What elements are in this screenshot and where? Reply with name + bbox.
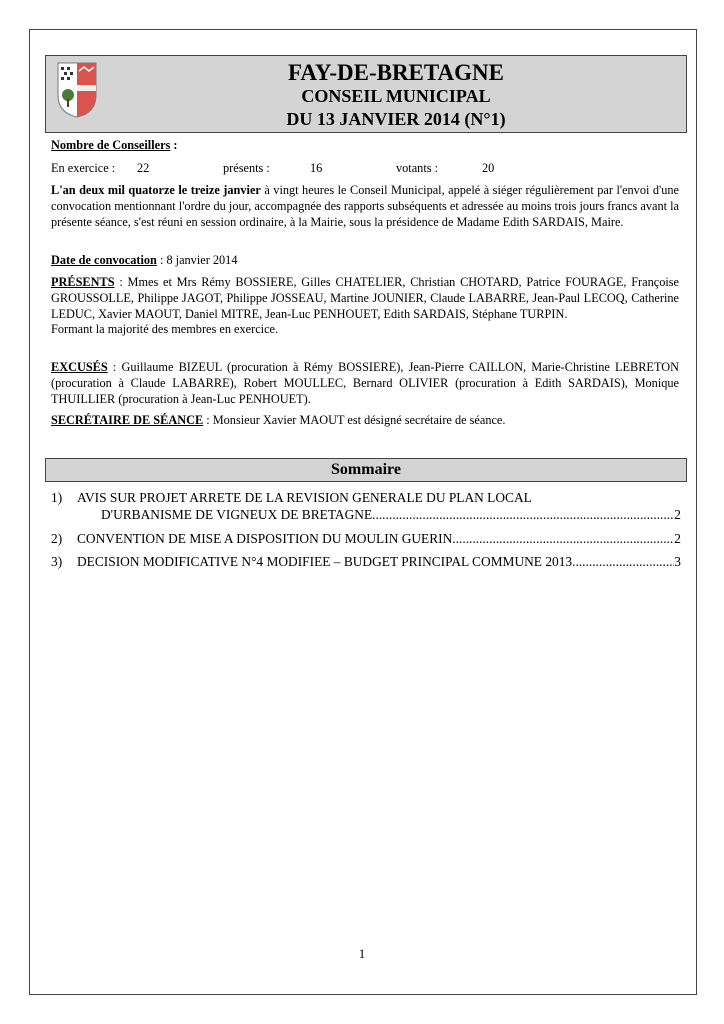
- convocation-line: Date de convocation : 8 janvier 2014: [51, 253, 238, 267]
- presents-paragraph: PRÉSENTS : Mmes et Mrs Rémy BOSSIERE, Gilles CHATELIER, Christian CHOTARD, Patrice FOURAGE, Françoise GROUSSOLLE, Philippe JAGOT, Philippe JOSSEAU, Martine JOUNIER, Claude LABARRE, Jean-Paul LECOQ, Catherine LEDUC, Xavier MAOUT, Daniel MITRE, Jean-Luc PENHOUET, Edith SARDAIS, Stéphane TURPIN. Formant la majorité des membres en exercice.: [51, 275, 679, 337]
- exercice-value: 22: [137, 161, 150, 175]
- coat-of-arms-icon: [56, 61, 98, 119]
- toc-page-3: 3: [674, 554, 681, 569]
- toc-page-2: 2: [674, 531, 681, 546]
- toc-item-2[interactable]: 2) CONVENTION DE MISE A DISPOSITION DU MOULIN GUERIN ..... 2: [51, 531, 681, 549]
- council-subtitle: CONSEIL MUNICIPAL: [301, 86, 491, 106]
- votants-value: 20: [482, 161, 495, 175]
- votants-label: votants :: [396, 161, 439, 175]
- town-title: FAY-DE-BRETAGNE: [288, 60, 504, 85]
- majority-note: Formant la majorité des membres en exercice.: [51, 322, 279, 337]
- presents-value: 16: [310, 161, 323, 175]
- toc-item-1[interactable]: 1) AVIS SUR PROJET ARRETE DE LA REVISION GENERALE DU PLAN LOCAL D'URBANISME DE VIGNEUX DE BRETAGNE ..... 2: [51, 490, 681, 524]
- toc-page-1: 2: [674, 507, 681, 522]
- secretaire-line: SECRÉTAIRE DE SÉANCE : Monsieur Xavier MAOUT est désigné secrétaire de séance.: [51, 413, 506, 427]
- document-header: [45, 55, 687, 133]
- conseillers-label: Nombre de Conseillers: [51, 138, 171, 152]
- exercice-label: En exercice :: [51, 161, 116, 175]
- presents-label: présents :: [223, 161, 270, 175]
- toc-item-3[interactable]: 3) DECISION MODIFICATIVE N°4 MODIFIEE – BUDGET PRINCIPAL COMMUNE 2013 ..... 3: [51, 554, 681, 572]
- sommaire-heading: Sommaire: [45, 458, 687, 482]
- page-number: 1: [358, 946, 366, 961]
- excuses-paragraph: EXCUSÉS : Guillaume BIZEUL (procuration à Rémy BOSSIERE), Jean-Pierre CAILLON, Marie-Christine LEBRETON (procuration à Claude LABARRE), Robert MOULLEC, Bernard OLIVIER (procuration à Edith SARDAIS), Monique THUILLIER (procuration à Jean-Luc PENHOUET).: [51, 360, 679, 406]
- intro-paragraph: L'an deux mil quatorze le treize janvier à vingt heures le Conseil Municipal, appelé à siéger régulièrement par l'envoi d'une convocation mentionnant l'ordre du jour, accompagnée des rapports subséquents et adressée au moins trois jours francs avant la présente séance, s'est réuni en session ordinaire, à la Mairie, sous la présidence de Madame Edith SARDAIS, Maire.: [51, 183, 679, 229]
- session-date: DU 13 JANVIER 2014 (N°1): [286, 109, 506, 129]
